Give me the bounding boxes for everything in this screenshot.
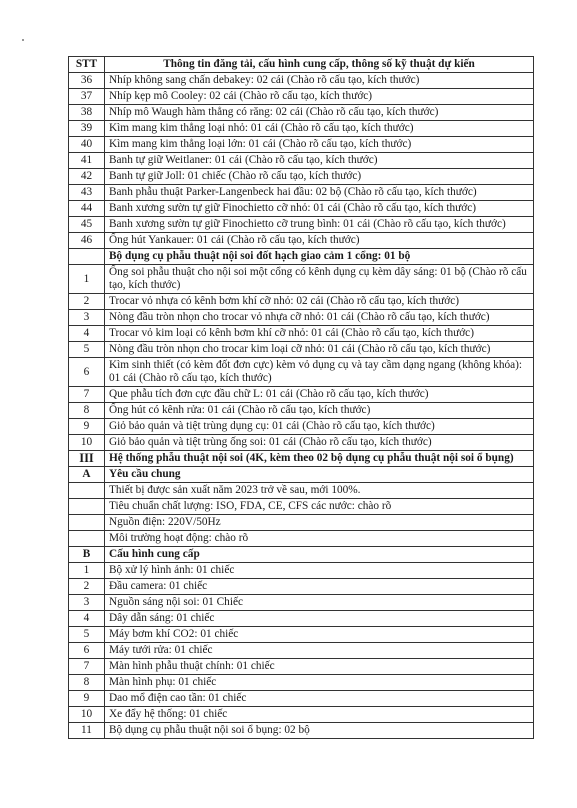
table-row bbox=[69, 169, 534, 185]
row-text: Nòng đầu tròn nhọn cho trocar kim loại cỡ nhỏ: 01 cái (Chào rõ cấu tạo, kích thước) bbox=[105, 342, 534, 358]
row-stt: 5 bbox=[69, 627, 105, 643]
row-stt: 7 bbox=[69, 659, 105, 675]
row-text: Nhíp kẹp mô Cooley: 02 cái (Chào rõ cấu tạo, kích thước) bbox=[105, 89, 534, 105]
row-stt: 7 bbox=[69, 387, 105, 403]
row-text: Banh xương sườn tự giữ Finochietto cỡ nhỏ: 01 cái (Chào rõ cấu tạo, kích thước) bbox=[105, 201, 534, 217]
row-text: Trocar vỏ nhựa có kênh bơm khí cỡ nhỏ: 02 cái (Chào rõ cấu tạo, kích thước) bbox=[105, 294, 534, 310]
table-body bbox=[69, 73, 534, 739]
row-text: Banh tự giữ Joll: 01 chiếc (Chào rõ cấu tạo, kích thước) bbox=[105, 169, 534, 185]
row-stt: 9 bbox=[69, 691, 105, 707]
spec-table bbox=[68, 56, 534, 739]
table-row bbox=[69, 531, 534, 547]
table-row bbox=[69, 310, 534, 326]
header-stt: STT bbox=[69, 57, 105, 73]
row-stt: 42 bbox=[69, 169, 105, 185]
row-stt: III bbox=[69, 451, 105, 467]
table-row bbox=[69, 483, 534, 499]
row-text: Banh phẫu thuật Parker-Langenbeck hai đầu: 02 bộ (Chào rõ cấu tạo, kích thước) bbox=[105, 185, 534, 201]
table-row bbox=[69, 217, 534, 233]
row-text: Kìm sinh thiết (có kèm đốt đơn cực) kèm vỏ dụng cụ và tay cầm dạng ngang (không khóa): 01 cái (Chào rõ cấu tạo, kích thước) bbox=[105, 358, 534, 387]
row-stt: 6 bbox=[69, 643, 105, 659]
table-row bbox=[69, 201, 534, 217]
table-row bbox=[69, 403, 534, 419]
table-row bbox=[69, 595, 534, 611]
row-text: Ống soi phẫu thuật cho nội soi một cổng có kênh dụng cụ kèm dây sáng: 01 bộ (Chào rõ cấu tạo, kích thước) bbox=[105, 265, 534, 294]
table-row bbox=[69, 451, 534, 467]
table-row bbox=[69, 358, 534, 387]
row-text: Nguồn sáng nội soi: 01 Chiếc bbox=[105, 595, 534, 611]
table-row bbox=[69, 675, 534, 691]
table-row bbox=[69, 435, 534, 451]
row-stt: 43 bbox=[69, 185, 105, 201]
row-stt bbox=[69, 249, 105, 265]
table-row bbox=[69, 294, 534, 310]
row-text: Trocar vỏ kim loại có kênh bơm khí cỡ nhỏ: 01 cái (Chào rõ cấu tạo, kích thước) bbox=[105, 326, 534, 342]
table-row bbox=[69, 249, 534, 265]
table-row bbox=[69, 185, 534, 201]
table-row bbox=[69, 73, 534, 89]
table-row bbox=[69, 326, 534, 342]
row-stt: 9 bbox=[69, 419, 105, 435]
table-row bbox=[69, 342, 534, 358]
row-stt: 5 bbox=[69, 342, 105, 358]
row-text: Bộ dụng cụ phẫu thuật nội soi đốt hạch giao cảm 1 cổng: 01 bộ bbox=[105, 249, 534, 265]
table-row bbox=[69, 105, 534, 121]
table-row bbox=[69, 515, 534, 531]
table-row bbox=[69, 707, 534, 723]
row-stt: 3 bbox=[69, 310, 105, 326]
table-row bbox=[69, 265, 534, 294]
row-text: Nguồn điện: 220V/50Hz bbox=[105, 515, 534, 531]
header-info: Thông tin đăng tải, cấu hình cung cấp, thông số kỹ thuật dự kiến bbox=[105, 57, 534, 73]
row-text: Kìm mang kim thẳng loại lớn: 01 cái (Chào rõ cấu tạo, kích thước) bbox=[105, 137, 534, 153]
row-stt bbox=[69, 499, 105, 515]
row-stt: 8 bbox=[69, 675, 105, 691]
row-stt: 8 bbox=[69, 403, 105, 419]
row-text: Đầu camera: 01 chiếc bbox=[105, 579, 534, 595]
row-text: Cấu hình cung cấp bbox=[105, 547, 534, 563]
row-text: Máy tưới rửa: 01 chiếc bbox=[105, 643, 534, 659]
table-row bbox=[69, 89, 534, 105]
row-text: Yêu cầu chung bbox=[105, 467, 534, 483]
row-stt: 37 bbox=[69, 89, 105, 105]
row-stt: 4 bbox=[69, 326, 105, 342]
row-text: Ống hút có kênh rửa: 01 cái (Chào rõ cấu tạo, kích thước) bbox=[105, 403, 534, 419]
row-stt: 6 bbox=[69, 358, 105, 387]
row-stt: 44 bbox=[69, 201, 105, 217]
row-text: Dao mổ điện cao tần: 01 chiếc bbox=[105, 691, 534, 707]
row-text: Hệ thống phẫu thuật nội soi (4K, kèm theo 02 bộ dụng cụ phẫu thuật nội soi ổ bụng) bbox=[105, 451, 534, 467]
row-text: Nòng đầu tròn nhọn cho trocar vỏ nhựa cỡ nhỏ: 01 cái (Chào rõ cấu tạo, kích thước) bbox=[105, 310, 534, 326]
table-row bbox=[69, 233, 534, 249]
row-stt: 10 bbox=[69, 435, 105, 451]
row-stt: 46 bbox=[69, 233, 105, 249]
row-text: Kìm mang kim thẳng loại nhỏ: 01 cái (Chào rõ cấu tạo, kích thước) bbox=[105, 121, 534, 137]
row-text: Giỏ bảo quản và tiệt trùng ống soi: 01 cái (Chào rõ cấu tạo, kích thước) bbox=[105, 435, 534, 451]
table-row bbox=[69, 499, 534, 515]
row-text: Màn hình phẫu thuật chính: 01 chiếc bbox=[105, 659, 534, 675]
table-row bbox=[69, 611, 534, 627]
row-text: Banh tự giữ Weitlaner: 01 cái (Chào rõ cấu tạo, kích thước) bbox=[105, 153, 534, 169]
row-stt bbox=[69, 531, 105, 547]
row-text: Môi trường hoạt động: chào rõ bbox=[105, 531, 534, 547]
table-row bbox=[69, 387, 534, 403]
row-text: Nhíp mô Waugh hàm thẳng có răng: 02 cái (Chào rõ cấu tạo, kích thước) bbox=[105, 105, 534, 121]
row-stt: 2 bbox=[69, 294, 105, 310]
row-text: Bộ dụng cụ phẫu thuật nội soi ổ bụng: 02 bộ bbox=[105, 723, 534, 739]
table-row bbox=[69, 419, 534, 435]
row-text: Tiêu chuẩn chất lượng: ISO, FDA, CE, CFS các nước: chào rõ bbox=[105, 499, 534, 515]
row-stt: 1 bbox=[69, 563, 105, 579]
table-row bbox=[69, 467, 534, 483]
row-stt: B bbox=[69, 547, 105, 563]
table-row bbox=[69, 137, 534, 153]
table-row bbox=[69, 121, 534, 137]
row-stt: 45 bbox=[69, 217, 105, 233]
row-text: Banh xương sườn tự giữ Finochietto cỡ trung bình: 01 cái (Chào rõ cấu tạo, kích thước) bbox=[105, 217, 534, 233]
table-row bbox=[69, 563, 534, 579]
row-stt: 3 bbox=[69, 595, 105, 611]
row-stt bbox=[69, 483, 105, 499]
row-text: Giỏ bảo quản và tiệt trùng dụng cụ: 01 cái (Chào rõ cấu tạo, kích thước) bbox=[105, 419, 534, 435]
row-text: Ống hút Yankauer: 01 cái (Chào rõ cấu tạo, kích thước) bbox=[105, 233, 534, 249]
row-stt: 1 bbox=[69, 265, 105, 294]
row-stt: 39 bbox=[69, 121, 105, 137]
table-row bbox=[69, 627, 534, 643]
table-row bbox=[69, 547, 534, 563]
row-text: Thiết bị được sản xuất năm 2023 trở về sau, mới 100%. bbox=[105, 483, 534, 499]
row-text: Que phẫu tích đơn cực đầu chữ L: 01 cái (Chào rõ cấu tạo, kích thước) bbox=[105, 387, 534, 403]
table-row bbox=[69, 153, 534, 169]
row-stt: 40 bbox=[69, 137, 105, 153]
scan-speck bbox=[22, 39, 24, 41]
row-text: Bộ xử lý hình ảnh: 01 chiếc bbox=[105, 563, 534, 579]
row-text: Nhíp không sang chấn debakey: 02 cái (Chào rõ cấu tạo, kích thước) bbox=[105, 73, 534, 89]
table-row bbox=[69, 691, 534, 707]
row-stt: A bbox=[69, 467, 105, 483]
row-stt bbox=[69, 515, 105, 531]
row-stt: 36 bbox=[69, 73, 105, 89]
row-text: Màn hình phụ: 01 chiếc bbox=[105, 675, 534, 691]
row-stt: 41 bbox=[69, 153, 105, 169]
row-stt: 4 bbox=[69, 611, 105, 627]
row-text: Xe đẩy hệ thống: 01 chiếc bbox=[105, 707, 534, 723]
table-row bbox=[69, 579, 534, 595]
table-row bbox=[69, 659, 534, 675]
row-text: Dây dẫn sáng: 01 chiếc bbox=[105, 611, 534, 627]
table-row bbox=[69, 643, 534, 659]
row-text: Máy bơm khí CO2: 01 chiếc bbox=[105, 627, 534, 643]
row-stt: 2 bbox=[69, 579, 105, 595]
row-stt: 38 bbox=[69, 105, 105, 121]
row-stt: 10 bbox=[69, 707, 105, 723]
row-stt: 11 bbox=[69, 723, 105, 739]
table-header-row bbox=[69, 57, 534, 73]
table-row bbox=[69, 723, 534, 739]
